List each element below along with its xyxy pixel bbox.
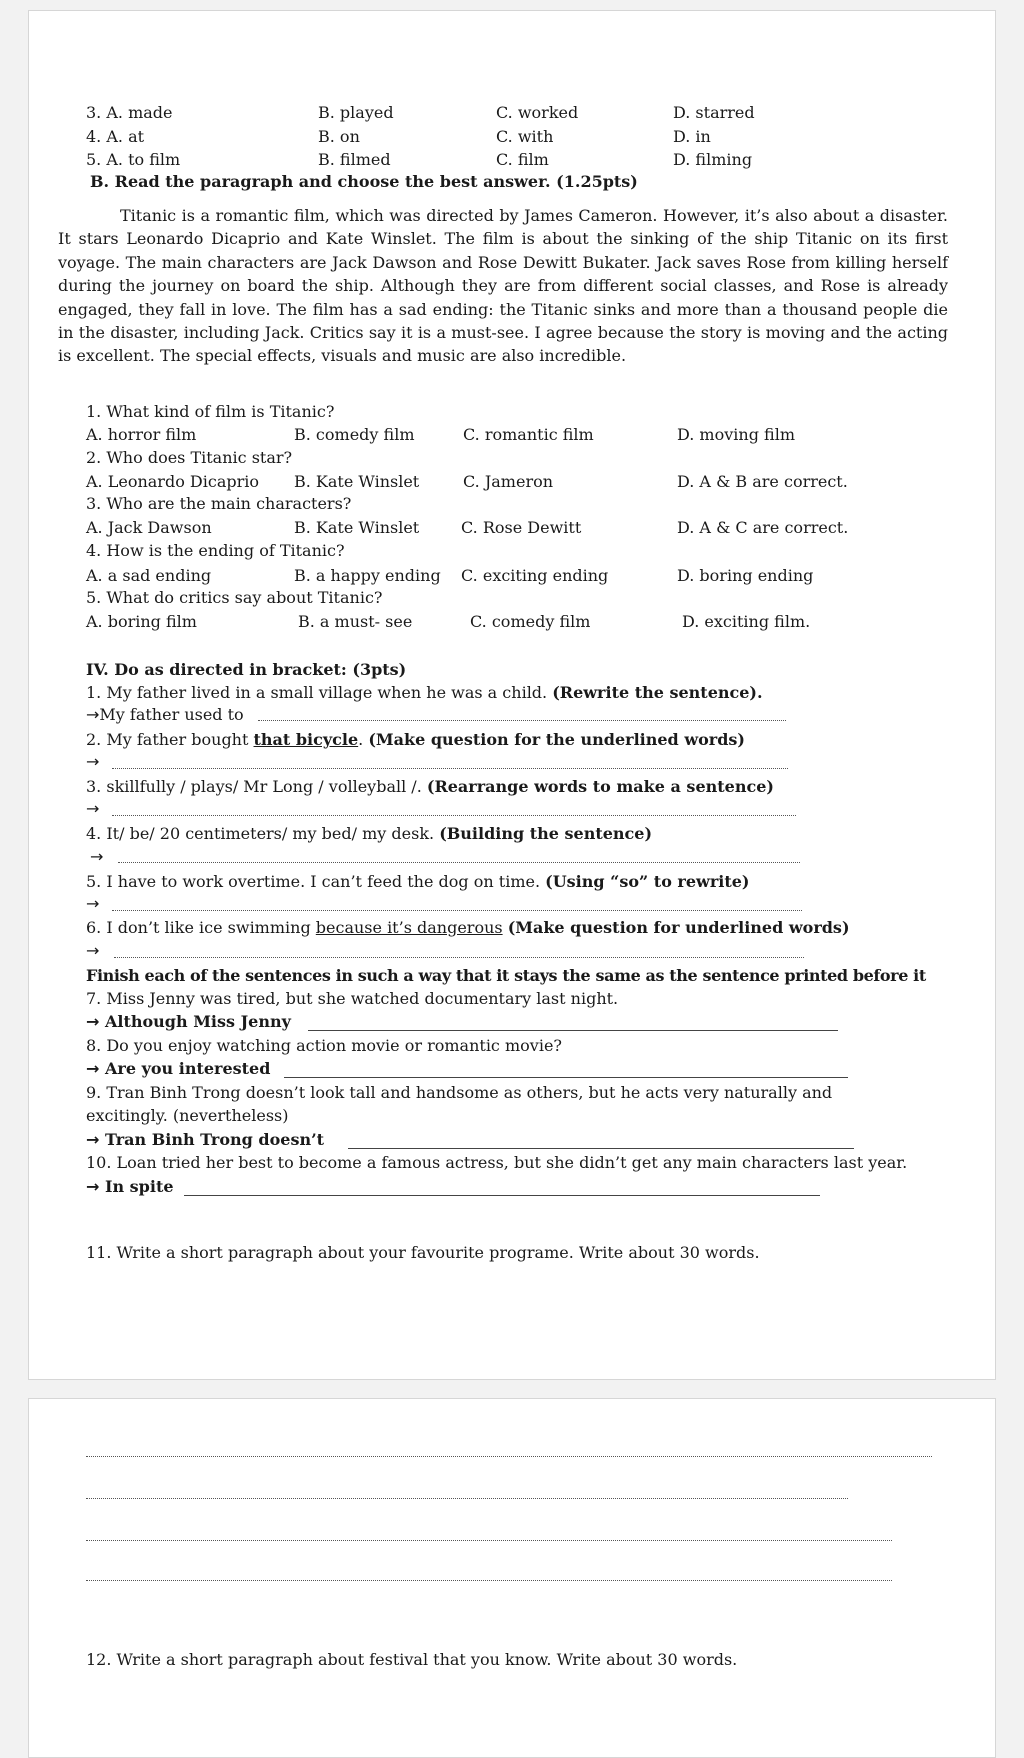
question-1-a: A. horror film — [86, 425, 197, 444]
writing-line-2[interactable] — [86, 1498, 848, 1499]
task-4-sentence: 4. It/ be/ 20 centimeters/ my bed/ my desk. (Building the sentence) — [86, 824, 653, 843]
question-2-c: C. Jameron — [463, 472, 554, 491]
question-1-c: C. romantic film — [463, 425, 594, 444]
task-6-sentence: 6. I don’t like ice swimming because it’s dangerous (Make question for underlined words) — [86, 918, 850, 937]
task-9-prompt: → Tran Binh Trong doesn’t — [86, 1130, 325, 1149]
question-5: 5. What do critics say about Titanic? — [86, 588, 383, 607]
task-5-arrow: → — [86, 894, 100, 913]
question-2-b: B. Kate Winslet — [294, 472, 420, 491]
option-5d: D. filming — [673, 150, 753, 169]
task-7-answer-line[interactable] — [308, 1030, 838, 1031]
task-10-answer-line[interactable] — [184, 1195, 820, 1196]
underlined-words: that bicycle — [253, 730, 359, 749]
option-3b: B. played — [318, 103, 394, 122]
question-5-a: A. boring film — [86, 612, 197, 631]
task-6-arrow: → — [86, 941, 100, 960]
option-3d: D. starred — [673, 103, 755, 122]
question-3-d: D. A & C are correct. — [677, 518, 849, 537]
task-3-arrow: → — [86, 799, 100, 818]
question-5-c: C. comedy film — [470, 612, 591, 631]
task-3-sentence: 3. skillfully / plays/ Mr Long / volleyball /. (Rearrange words to make a sentence) — [86, 777, 774, 796]
section-b-heading: B. Read the paragraph and choose the best answer. (1.25pts) — [90, 172, 638, 191]
task-4-answer-line[interactable] — [118, 862, 800, 863]
question-4-c: C. exciting ending — [461, 566, 609, 585]
finish-heading: Finish each of the sentences in such a way that it stays the same as the sentence printed before it — [86, 966, 926, 985]
writing-line-4[interactable] — [86, 1580, 892, 1581]
reading-paragraph: Titanic is a romantic film, which was directed by James Cameron. However, it’s also about a disaster. It stars Leonardo Dicaprio and Kate Winslet. The film is about the sinking of the ship Titanic on its first voyage. The main characters are Jack Dawson and Rose Dewitt Bukater. Jack saves Rose from killing herself during the journey on board the ship. Although they are from different social classes, and Rose is already engaged, they fall in love. The film has a sad ending: the Titanic sinks and more than a thousand people die in the disaster, including Jack. Critics say it is a must-see. I agree because the story is moving and the acting is excellent. The special effects, visuals and music are also incredible. — [58, 206, 948, 366]
question-2-d: D. A & B are correct. — [677, 472, 848, 491]
task-7-sentence: 7. Miss Jenny was tired, but she watched documentary last night. — [86, 989, 619, 1008]
question-5-d: D. exciting film. — [682, 612, 811, 631]
option-3a: 3. A. made — [86, 103, 173, 122]
option-5b: B. filmed — [318, 150, 391, 169]
task-3-answer-line[interactable] — [112, 815, 796, 816]
writing-question-12: 12. Write a short paragraph about festival that you know. Write about 30 words. — [86, 1650, 738, 1669]
task-10-sentence: 10. Loan tried her best to become a famous actress, but she didn’t get any main characters last year. — [86, 1153, 908, 1172]
writing-line-1[interactable] — [86, 1456, 932, 1457]
question-3-b: B. Kate Winslet — [294, 518, 420, 537]
task-2-answer-line[interactable] — [112, 768, 788, 769]
question-1: 1. What kind of film is Titanic? — [86, 402, 335, 421]
writing-line-3[interactable] — [86, 1540, 892, 1541]
task-9-answer-line[interactable] — [348, 1148, 854, 1149]
task-10-prompt: → In spite — [86, 1177, 174, 1196]
option-4a: 4. A. at — [86, 127, 145, 146]
option-4c: C. with — [496, 127, 554, 146]
question-4: 4. How is the ending of Titanic? — [86, 541, 345, 560]
question-3: 3. Who are the main characters? — [86, 494, 352, 513]
writing-question-11: 11. Write a short paragraph about your favourite programe. Write about 30 words. — [86, 1243, 760, 1262]
task-5-answer-line[interactable] — [112, 910, 802, 911]
worksheet-page-2 — [28, 1398, 996, 1758]
section-iv-heading: IV. Do as directed in bracket: (3pts) — [86, 660, 407, 679]
option-4d: D. in — [673, 127, 711, 146]
question-1-b: B. comedy film — [294, 425, 415, 444]
question-3-a: A. Jack Dawson — [86, 518, 212, 537]
task-6-answer-line[interactable] — [114, 957, 804, 958]
question-4-a: A. a sad ending — [86, 566, 212, 585]
task-1-answer-start: →My father used to — [86, 705, 244, 724]
task-8-answer-line[interactable] — [284, 1077, 848, 1078]
question-5-b: B. a must- see — [298, 612, 413, 631]
option-4b: B. on — [318, 127, 360, 146]
task-5-sentence: 5. I have to work overtime. I can’t feed the dog on time. (Using “so” to rewrite) — [86, 872, 750, 891]
task-8-prompt: → Are you interested — [86, 1059, 271, 1078]
task-2-arrow: → — [86, 752, 100, 771]
task-2-sentence: 2. My father bought that bicycle. (Make question for the underlined words) — [86, 730, 745, 749]
task-1-sentence: 1. My father lived in a small village when he was a child. (Rewrite the sentence). — [86, 683, 763, 702]
task-4-arrow: → — [90, 847, 104, 866]
question-1-d: D. moving film — [677, 425, 795, 444]
question-4-b: B. a happy ending — [294, 566, 441, 585]
option-5a: 5. A. to film — [86, 150, 181, 169]
question-2-a: A. Leonardo Dicaprio — [86, 472, 259, 491]
task-7-prompt: → Although Miss Jenny — [86, 1012, 291, 1031]
question-2: 2. Who does Titanic star? — [86, 448, 293, 467]
task-9-sentence-cont: excitingly. (nevertheless) — [86, 1106, 289, 1125]
underlined-words: because it’s dangerous — [315, 918, 503, 937]
task-9-sentence: 9. Tran Binh Trong doesn’t look tall and handsome as others, but he acts very naturally and — [86, 1083, 833, 1102]
task-8-sentence: 8. Do you enjoy watching action movie or romantic movie? — [86, 1036, 562, 1055]
option-3c: C. worked — [496, 103, 579, 122]
task-1-answer-line[interactable] — [258, 720, 786, 721]
question-3-c: C. Rose Dewitt — [461, 518, 582, 537]
question-4-d: D. boring ending — [677, 566, 814, 585]
option-5c: C. film — [496, 150, 549, 169]
